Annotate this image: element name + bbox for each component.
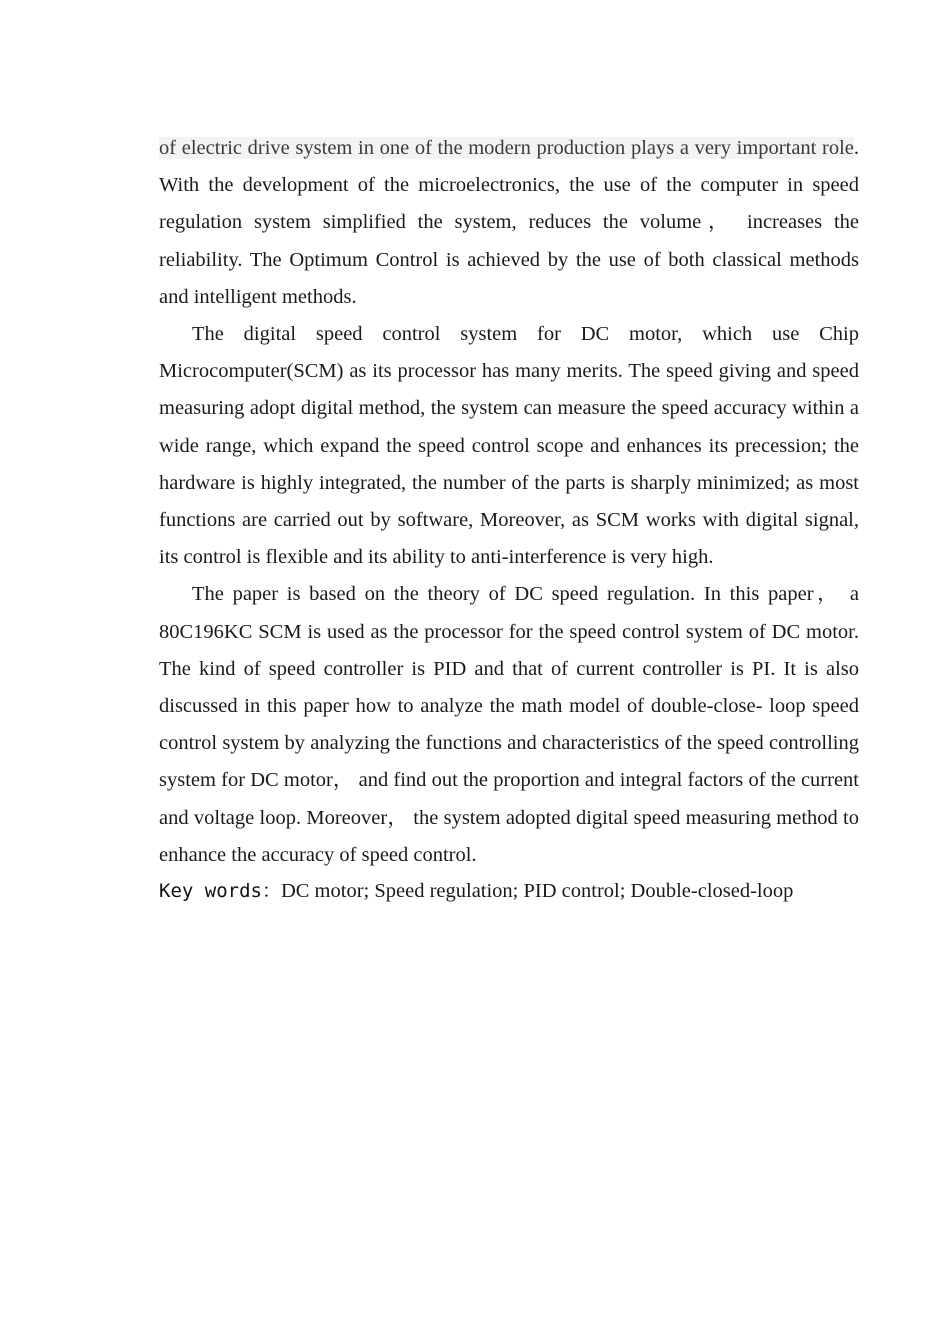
paragraph-1-text: . With the development of the microelectronics, the use of the computer in speed regulation system simplified the system, reduces the volume， increases the reliability. The Optimum Control is achieved by the use of both classical methods and intelligent methods. — [159, 137, 859, 308]
paragraph-1 — [159, 130, 859, 316]
highlighted-text: of electric drive system in one of the modern production plays a very important role — [159, 137, 854, 159]
document-page — [159, 130, 859, 908]
paragraph-3: The paper is based on the theory of DC speed regulation. In this paper， a 80C196KC SCM is used as the processor for the speed control system of DC motor. The kind of speed controller is PID and that of current controller is PI. It is also discussed in this paper how to analyze the math model of double-close- loop speed control system by analyzing the functions and characteristics of the speed controlling system for DC motor， and find out the proportion and integral factors of the current and voltage loop. Moreover， the system adopted digital speed measuring method to enhance the accuracy of speed control. — [159, 583, 859, 866]
keywords — [159, 874, 859, 908]
keywords-text: DC motor; Speed regulation; PID control; Double-closed-loop — [280, 880, 794, 903]
paragraph-2: The digital speed control system for DC motor, which use Chip Microcomputer(SCM) as its processor has many merits. The speed giving and speed measuring adopt digital method, the system can measure the speed accuracy within a wide range, which expand the speed control scope and enhances its precession; the hardware is highly integrated, the number of the parts is sharply minimized; as most functions are carried out by software, Moreover, as SCM works with digital signal, its control is flexible and its ability to anti-interference is very high. — [159, 323, 859, 569]
keywords-label: Key words： — [159, 880, 281, 903]
